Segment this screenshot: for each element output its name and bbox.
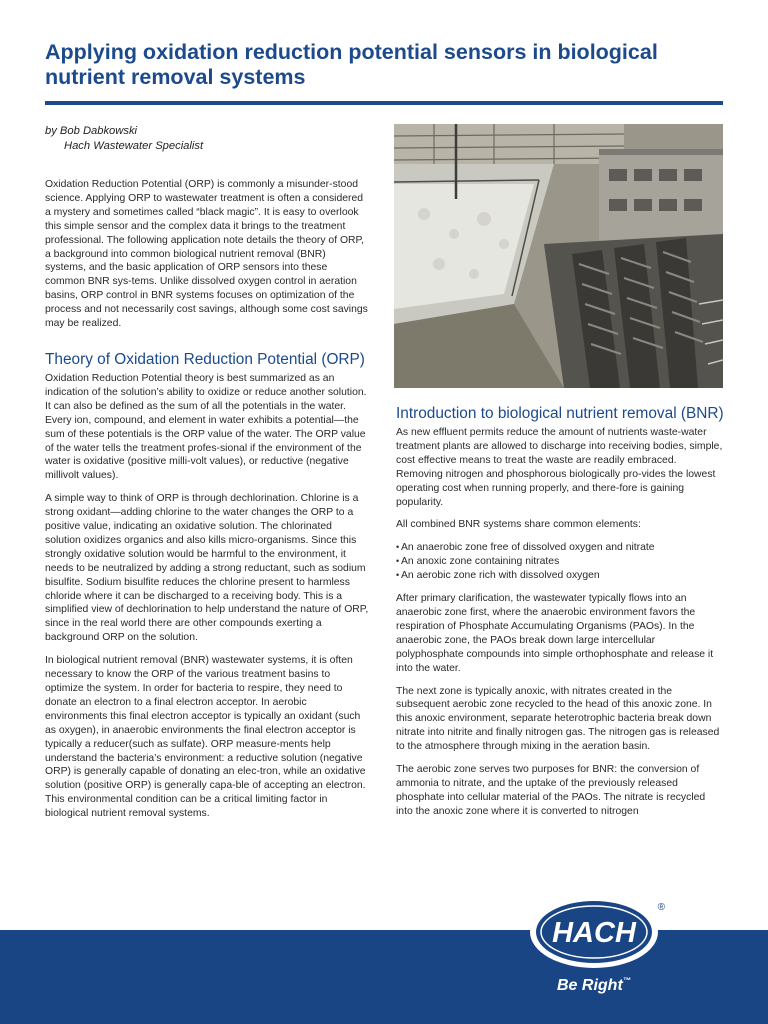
bnr-heading: Introduction to biological nutrient removal (BNR) — [396, 405, 724, 422]
treatment-plant-illustration — [394, 124, 723, 388]
tagline — [557, 977, 631, 995]
hach-logo — [528, 893, 668, 971]
bnr-paragraph-3: After primary clarification, the wastewater typically flows into an anaerobic zone first, where the anaerobic environment favors the respiration of Phosphate Accumulating Organisms (PAOs). In the anaerobic zone, the PAOs break down large intercellular polyphosphate compounds into simple orthophosphate and release it into the water. — [396, 593, 714, 674]
list-item: • An anoxic zone containing nitrates — [396, 555, 724, 569]
bnr-paragraph-4: The next zone is typically anoxic, with nitrates created in the subsequent aerobic zone recycled to the head of this anoxic zone. In this anoxic environment, separate heterotrophic bacteria break down nitrate into nitrite and finally nitrogen gas. The nitrogen gas is released to the atmosphere through mixing in the aeration basin. — [396, 685, 720, 753]
right-column — [396, 404, 724, 828]
treatment-plant-photo — [394, 124, 723, 388]
left-column — [45, 178, 369, 830]
author-role: Hach Wastewater Specialist — [64, 140, 204, 152]
theory-paragraph-2: A simple way to think of ORP is through dechlorination. Chlorine is a strong oxidant—adding chlorine to the water changes the ORP to a positive value, indicating an oxidative solution. The chlorinated solution oxidizes organics and also kills micro-organisms. Since this strongly oxidative solution would be harmful to the environment, it needs to be neutralized by adding a strong reductant, such as sodium bisulfite. Sodium bisulfite reduces the chlorine present to harmless chloride where it can be discharged to a receiving body. This is a simplified view of dechlorination to help understand the nature of ORP, since in the real world there are other compounds exerting a background ORP on the solution. — [45, 493, 369, 644]
list-item: • An anaerobic zone free of dissolved oxygen and nitrate — [396, 541, 724, 555]
trademark-mark: ™ — [622, 976, 631, 985]
logo-wordmark: HACH — [552, 917, 636, 949]
bnr-zone-list — [396, 541, 724, 583]
bnr-paragraph-5: The aerobic zone serves two purposes for BNR: the conversion of ammonia to nitrate, and the uptake of the previously released phosphate into cellular material of the PAOs. The nitrate is recycled into the anoxic zone where it is converted to nitrogen — [396, 764, 706, 817]
title-divider — [45, 101, 723, 105]
intro-paragraph: Oxidation Reduction Potential (ORP) is commonly a misunder-stood science. Applying ORP to wastewater treatment is often a considered a mystery and sometimes called “black magic”. It is easy to overlook this simple sensor and the complex data it brings to the treatment professional. The following application note details the theory of ORP, a background into common biological nutrient removal (BNR) systems, and the basic application of ORP sensors into these common BNR sys-tems. Unlike dissolved oxygen control in aeration basins, ORP control in BNR systems focuses on optimization of the process and not necessarily cost savings, although some cost savings may be realized. — [45, 179, 368, 330]
byline — [45, 124, 375, 154]
theory-heading: Theory of Oxidation Reduction Potential (ORP) — [45, 350, 365, 368]
bnr-paragraph-2: All combined BNR systems share common elements: — [396, 519, 641, 531]
document-title: Applying oxidation reduction potential sensors in biological nutrient removal systems — [45, 40, 658, 89]
theory-paragraph-1: Oxidation Reduction Potential theory is best summarized as an indication of the solution’s ability to oxidize or reduce another solution. It can also be defined as the sum of all the potentials in the water. Every ion, compound, and element in water exhibits a potential—the sum of these potentials is the ORP value of the water. The ORP value of the water tells the treatment profes-sional if the environment of the water is oxidative (positive milli-volt values), or reductive (negative millivolt values). — [45, 372, 367, 482]
list-item: • An aerobic zone rich with dissolved oxygen — [396, 569, 724, 583]
tagline-text: Be Right — [557, 977, 623, 994]
theory-paragraph-3: In biological nutrient removal (BNR) wastewater systems, it is often necessary to know the ORP of the various treatment basins to optimize the system. In order for bacteria to respire, they need to donate an electron to a final electron acceptor. In aerobic environments this final electron acceptor is typically an oxidant (such as oxygen), in anaerobic environments the final electron acceptor is typically a reducer(such as sulfate). ORP measure-ments help understand the bacteria’s environment: a reductive solution (negative ORP) is generally capable of donating an elec-tron, while an oxidative solution (positive ORP) is generally capa-ble of accepting an electron. This environmental condition can be a critical limiting factor in biological nutrient removal systems. — [45, 655, 366, 820]
bnr-paragraph-1: As new effluent permits reduce the amount of nutrients waste-water treatment plants are allowed to discharge into receiving bodies, simple, cost effective means to treat the waste are readily embraced. Removing nitrogen and phosphorous biologically pro-vides the lowest operating cost when running properly, and there-fore is gaining popularity. — [396, 427, 723, 508]
author-name: by Bob Dabkowski — [45, 125, 138, 137]
registered-mark: ® — [657, 902, 665, 913]
